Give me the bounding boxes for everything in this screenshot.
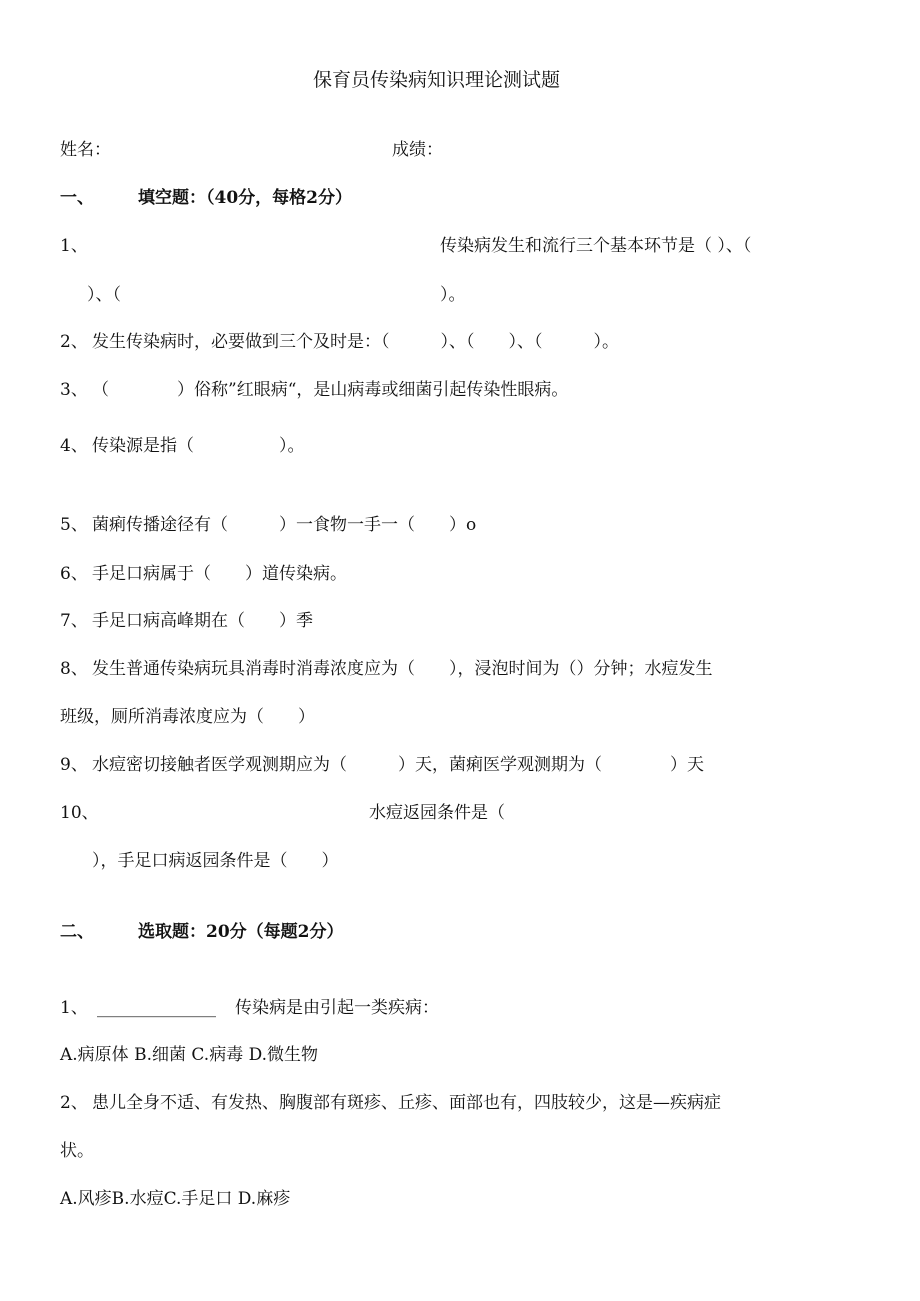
section2-heading: 选取题：20分（每题2分） <box>138 922 344 942</box>
s2-q2-options: A.风疹B.水痘C.手足口 D.麻疹 <box>60 1189 291 1209</box>
s2-q1-number: 1、 <box>60 998 88 1018</box>
s2-q2-text-b: 状。 <box>60 1141 94 1161</box>
s1-q9-text: 水痘密切接触者医学观测期应为（ ）天，菌痢医学观测期为（ ）天 <box>92 755 704 775</box>
s1-q1-text-a: 传染病发生和流行三个基本环节是（ ）、（ <box>440 236 752 256</box>
s1-q2-number: 2、 <box>60 332 88 352</box>
s1-q5-number: 5、 <box>60 515 88 535</box>
s1-q1-text-c: ）。 <box>440 285 466 305</box>
s1-q3-number: 3、 <box>60 380 88 400</box>
s1-q4-text: 传染源是指（ ）。 <box>92 436 305 456</box>
s1-q3-text: （ ）俗称”红眼病“，是山病毒或细菌引起传染性眼病。 <box>92 380 569 400</box>
s1-q7-text: 手足口病高峰期在（ ）季 <box>92 611 313 631</box>
section1-heading: 填空题：（40分，每格2分） <box>138 188 352 208</box>
section2-number: 二、 <box>60 922 94 942</box>
s1-q8-number: 8、 <box>60 659 88 679</box>
s1-q1-text-b: ）、（ <box>87 285 121 305</box>
score-label: 成绩： <box>392 140 443 160</box>
s2-q1-text: 传染病是由引起一类疾病： <box>235 998 439 1018</box>
s1-q1-number: 1、 <box>60 236 88 256</box>
s1-q6-number: 6、 <box>60 564 88 584</box>
s1-q8-text-a: 发生普通传染病玩具消毒时消毒浓度应为（ ），浸泡时间为（）分钟；水痘发生 <box>92 659 713 679</box>
page-title: 保育员传染病知识理论测试题 <box>313 69 561 91</box>
s1-q5-text: 菌痢传播途径有（ ）一食物一手一（ ）o <box>92 515 477 535</box>
s1-q10-text-b: ），手足口病返园条件是（ ） <box>92 851 339 871</box>
s1-q6-text: 手足口病属于（ ）道传染病。 <box>92 564 347 584</box>
s1-q8-text-b: 班级，厕所消毒浓度应为（ ） <box>60 707 315 727</box>
s1-q10-text-a: 水痘返园条件是（ <box>369 803 505 823</box>
s2-q2-text-a: 患儿全身不适、有发热、胸腹部有斑疹、丘疹、面部也有，四肢较少，这是—疾病症 <box>92 1093 721 1113</box>
name-label: 姓名： <box>60 140 111 160</box>
s2-q1-options: A.病原体 B.细菌 C.病毒 D.微生物 <box>60 1045 319 1065</box>
s2-q2-number: 2、 <box>60 1093 88 1113</box>
s1-q7-number: 7、 <box>60 611 88 631</box>
s1-q10-number: 10、 <box>60 803 99 823</box>
section1-number: 一、 <box>60 188 94 208</box>
s1-q9-number: 9、 <box>60 755 88 775</box>
s1-q2-text: 发生传染病时，必要做到三个及时是：（ ）、（ ）、（ ）。 <box>92 332 619 352</box>
s2-q1-blank: ______________ <box>97 998 216 1018</box>
s1-q4-number: 4、 <box>60 436 88 456</box>
